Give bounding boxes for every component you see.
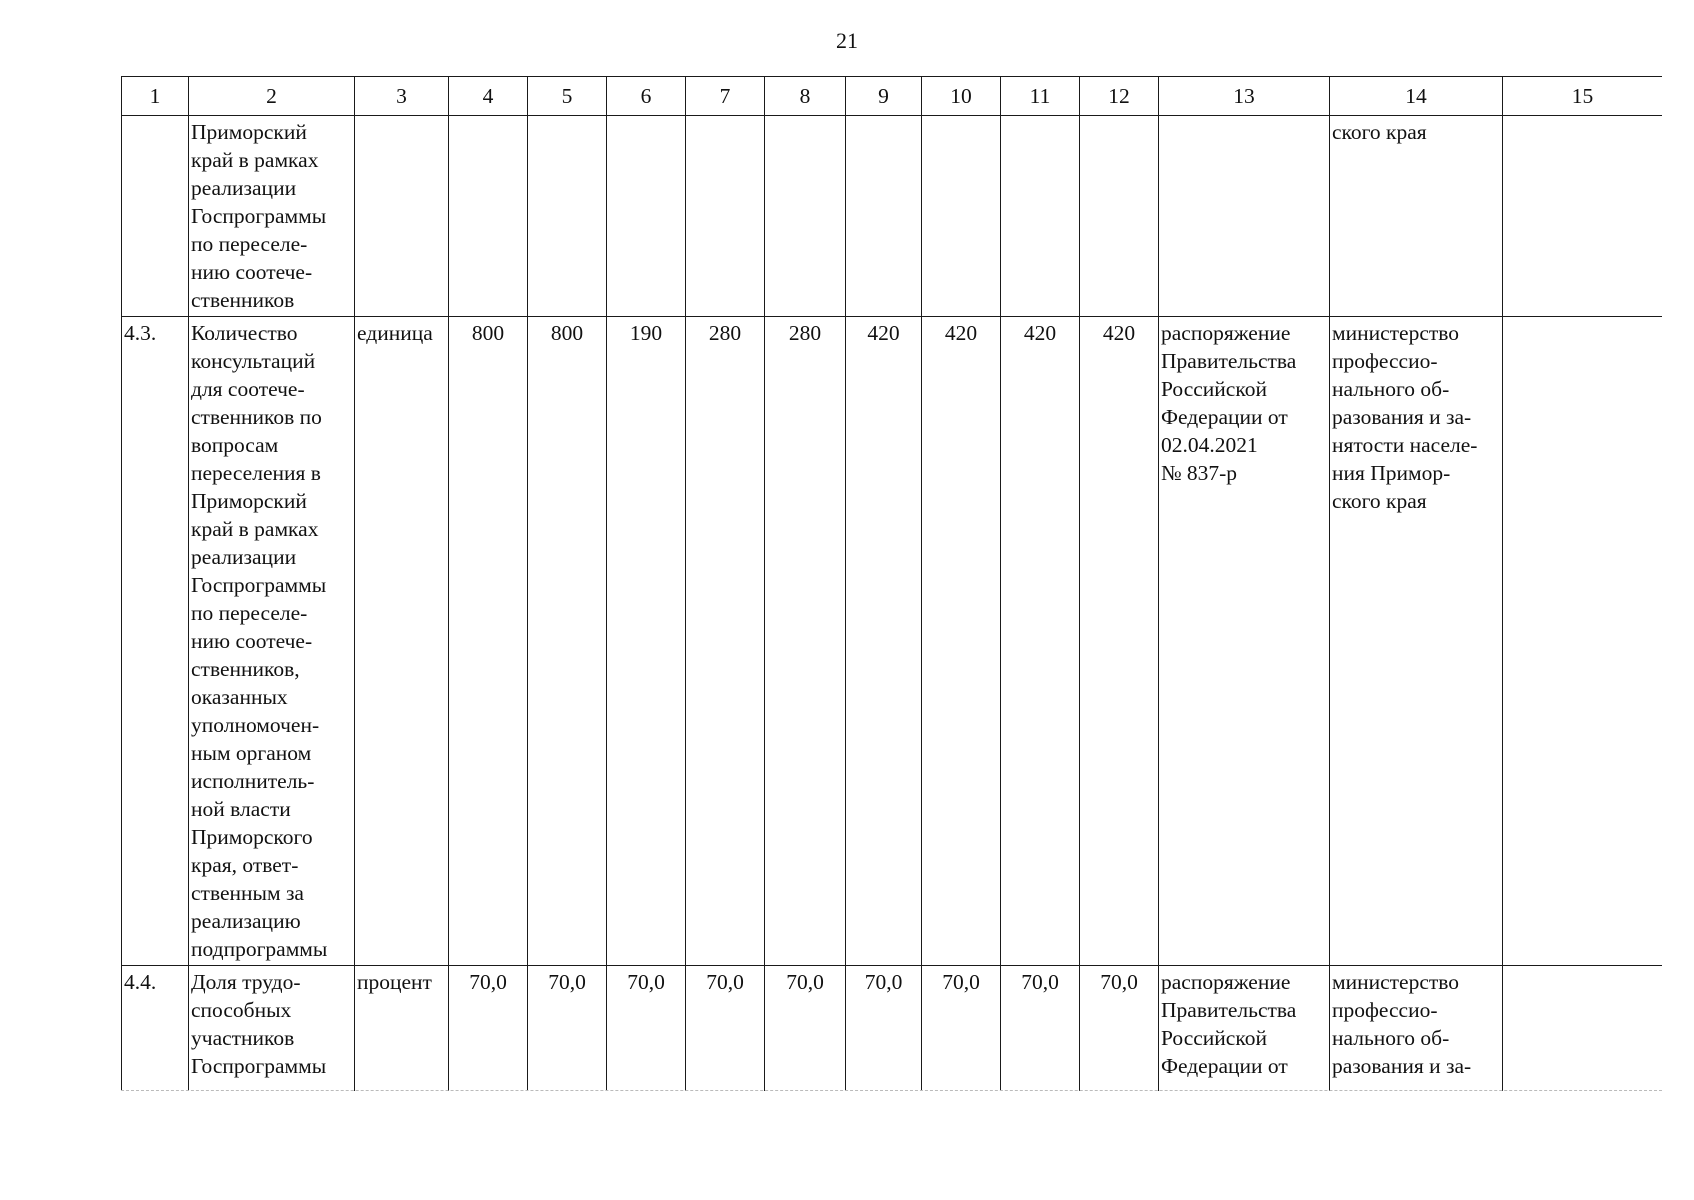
extra-cell [1503, 317, 1663, 966]
cell-text-line: Госпрограммы [191, 1054, 327, 1078]
cell-text-line: реализацию [191, 909, 301, 933]
value-cell: 420 [922, 317, 1001, 966]
item-number-cell [122, 116, 189, 317]
cell-text-line: исполнитель- [191, 769, 315, 793]
cell-text-line: оказанных [191, 685, 288, 709]
value-cell: 70,0 [449, 966, 528, 1092]
responsible-body-cell [1330, 966, 1503, 1092]
header-cell-6: 6 [607, 77, 686, 116]
header-cell-7: 7 [686, 77, 765, 116]
indicator-name-cell [189, 116, 355, 317]
table-row [122, 116, 1663, 317]
cell-text-line: Приморский [191, 489, 307, 513]
value-cell: 800 [449, 317, 528, 966]
value-cell [1080, 116, 1159, 317]
table-row [122, 966, 1663, 1092]
cell-text-line: нию соотече- [191, 629, 313, 653]
value-cell [528, 116, 607, 317]
value-cell: 420 [846, 317, 922, 966]
cell-text-line: Российской [1161, 377, 1267, 401]
cell-text-line: министерство [1332, 321, 1460, 345]
cell-text-line: № 837-р [1161, 461, 1238, 485]
cell-text-line: Приморского [191, 825, 313, 849]
value-cell: 70,0 [1080, 966, 1159, 1092]
table-row [122, 317, 1663, 966]
header-cell-5: 5 [528, 77, 607, 116]
value-cell [1001, 116, 1080, 317]
cell-text-line: консультаций [191, 349, 316, 373]
cell-text-line: Российской [1161, 1026, 1267, 1050]
cell-text-line: Госпрограммы [191, 573, 327, 597]
cell-text-line: Федерации от [1161, 1054, 1288, 1078]
value-cell: 70,0 [607, 966, 686, 1092]
value-cell: 70,0 [528, 966, 607, 1092]
cell-text-line: ского края [1332, 489, 1427, 513]
cell-text-line: вопросам [191, 433, 279, 457]
cell-text-line: нального об- [1332, 377, 1450, 401]
value-cell [449, 116, 528, 317]
cell-text-line: способных [191, 998, 292, 1022]
cell-text-line: реализации [191, 176, 297, 200]
cell-text-line: ственников [191, 288, 295, 312]
cell-text-line: ственников, [191, 657, 300, 681]
header-cell-12: 12 [1080, 77, 1159, 116]
table-container [121, 76, 1662, 1091]
value-cell [846, 116, 922, 317]
header-cell-9: 9 [846, 77, 922, 116]
cell-text-line: уполномочен- [191, 713, 320, 737]
cell-text-line: Приморский [191, 120, 307, 144]
cell-text-line: подпрограммы [191, 937, 328, 961]
unit-cell: процент [355, 966, 449, 1092]
header-cell-14: 14 [1330, 77, 1503, 116]
cell-text-line: нятости населе- [1332, 433, 1478, 457]
cell-text-line: ния Примор- [1332, 461, 1451, 485]
header-cell-15: 15 [1503, 77, 1663, 116]
cell-text-line: переселения в [191, 461, 321, 485]
cell-text-line: ского края [1332, 120, 1427, 144]
page-number: 21 [836, 28, 858, 53]
header-cell-2: 2 [189, 77, 355, 116]
header-cell-1: 1 [122, 77, 189, 116]
document-basis-cell [1159, 317, 1330, 966]
header-cell-3: 3 [355, 77, 449, 116]
cell-text-line: край в рамках [191, 517, 319, 541]
value-cell: 70,0 [765, 966, 846, 1092]
header-cell-8: 8 [765, 77, 846, 116]
cell-text-line: по переселе- [191, 232, 308, 256]
header-row [122, 77, 1663, 116]
cell-text-line: распоряжение [1161, 321, 1291, 345]
value-cell [922, 116, 1001, 317]
value-cell: 70,0 [846, 966, 922, 1092]
indicator-name-cell [189, 966, 355, 1092]
cell-text-line: участников [191, 1026, 295, 1050]
cell-text-line: Госпрограммы [191, 204, 327, 228]
value-cell [765, 116, 846, 317]
cell-text-line: нального об- [1332, 1026, 1450, 1050]
cell-text-line: Доля трудо- [191, 970, 301, 994]
indicator-name-cell [189, 317, 355, 966]
cell-text-line: Правительства [1161, 349, 1297, 373]
cell-text-line: ственников по [191, 405, 322, 429]
item-number-cell: 4.4. [122, 966, 189, 1092]
value-cell: 70,0 [922, 966, 1001, 1092]
unit-cell [355, 116, 449, 317]
cell-text-line: разования и за- [1332, 405, 1472, 429]
value-cell: 800 [528, 317, 607, 966]
extra-cell [1503, 966, 1663, 1092]
value-cell: 420 [1080, 317, 1159, 966]
extra-cell [1503, 116, 1663, 317]
cell-text-line: край в рамках [191, 148, 319, 172]
cell-text-line: ной власти [191, 797, 291, 821]
cell-text-line: ным органом [191, 741, 312, 765]
cell-text-line: Количество [191, 321, 298, 345]
header-cell-11: 11 [1001, 77, 1080, 116]
unit-cell: единица [355, 317, 449, 966]
page-cut-line [121, 1090, 1662, 1091]
cell-text-line: профессио- [1332, 349, 1438, 373]
table-body [122, 77, 1663, 1092]
responsible-body-cell [1330, 116, 1503, 317]
header-cell-13: 13 [1159, 77, 1330, 116]
cell-text-line: министерство [1332, 970, 1460, 994]
responsible-body-cell [1330, 317, 1503, 966]
cell-text-line: реализации [191, 545, 297, 569]
cell-text-line: распоряжение [1161, 970, 1291, 994]
value-cell [607, 116, 686, 317]
item-number-cell: 4.3. [122, 317, 189, 966]
cell-text-line: по переселе- [191, 601, 308, 625]
value-cell: 190 [607, 317, 686, 966]
cell-text-line: Правительства [1161, 998, 1297, 1022]
header-cell-10: 10 [922, 77, 1001, 116]
document-basis-cell [1159, 116, 1330, 317]
value-cell: 420 [1001, 317, 1080, 966]
header-cell-4: 4 [449, 77, 528, 116]
cell-text-line: для соотече- [191, 377, 305, 401]
value-cell: 70,0 [1001, 966, 1080, 1092]
cell-text-line: края, ответ- [191, 853, 299, 877]
cell-text-line: нию соотече- [191, 260, 313, 284]
cell-text-line: профессио- [1332, 998, 1438, 1022]
indicators-table [121, 76, 1662, 1091]
value-cell: 280 [765, 317, 846, 966]
value-cell [686, 116, 765, 317]
cell-text-line: разования и за- [1332, 1054, 1472, 1078]
value-cell: 280 [686, 317, 765, 966]
cell-text-line: Федерации от [1161, 405, 1288, 429]
value-cell: 70,0 [686, 966, 765, 1092]
cell-text-line: ственным за [191, 881, 304, 905]
cell-text-line: 02.04.2021 [1161, 433, 1258, 457]
document-basis-cell [1159, 966, 1330, 1092]
